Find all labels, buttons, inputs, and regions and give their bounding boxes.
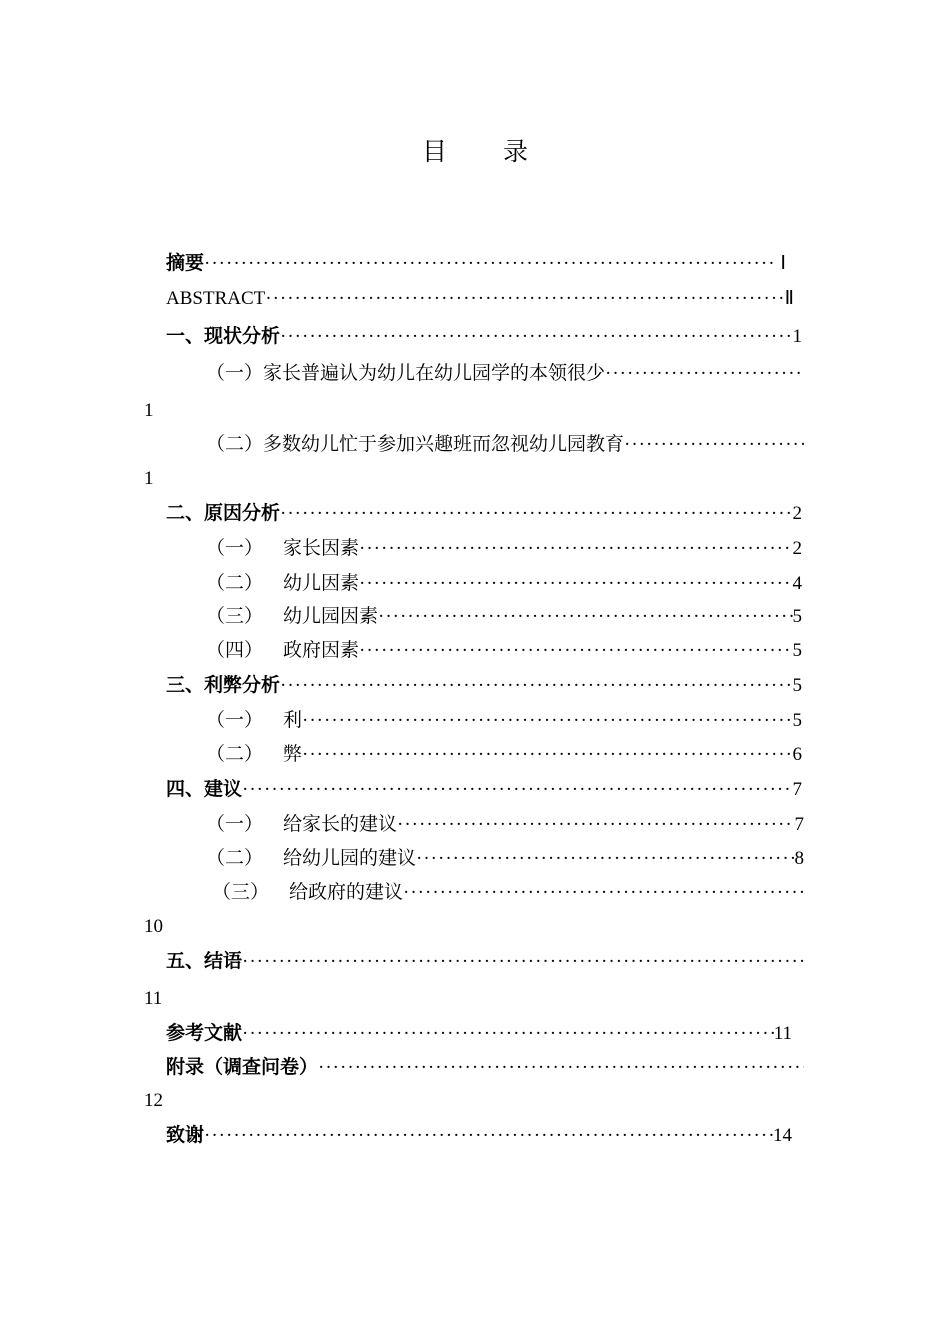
toc-entry-references[interactable] xyxy=(166,1018,792,1048)
toc-entry-section-2-4[interactable] xyxy=(206,635,802,665)
toc-label: （一）家长普遍认为幼儿在幼儿园学的本领很少 xyxy=(206,362,606,384)
toc-leader xyxy=(359,636,792,665)
toc-label: 幼儿因素 xyxy=(283,572,360,594)
toc-entry-section-2-1[interactable] xyxy=(206,533,802,563)
toc-number: （二） xyxy=(206,847,264,869)
toc-label: 三、利弊分析 xyxy=(166,674,281,696)
toc-page-number: 5 xyxy=(792,640,802,661)
toc-leader xyxy=(318,1053,804,1082)
toc-page-number[interactable]: 10 xyxy=(144,916,163,937)
toc-leader xyxy=(204,1121,773,1150)
toc-page-number[interactable]: 12 xyxy=(144,1090,163,1111)
toc-label: 五、结语 xyxy=(166,950,243,972)
toc-entry-section-4[interactable] xyxy=(166,774,802,804)
toc-page-number: 6 xyxy=(792,744,802,765)
toc-leader xyxy=(242,947,804,976)
toc-entry-section-3-2[interactable] xyxy=(206,739,802,769)
toc-number: （四） xyxy=(206,639,264,661)
toc-leader xyxy=(605,359,804,388)
toc-label: 二、原因分析 xyxy=(166,502,281,524)
toc-page-number: 14 xyxy=(773,1125,792,1146)
toc-leader xyxy=(359,534,792,563)
toc-page-number: Ⅰ xyxy=(780,253,786,274)
toc-number: （二） xyxy=(206,572,264,594)
toc-label: 幼儿园因素 xyxy=(283,605,379,627)
toc-entry-section-4-1[interactable] xyxy=(206,809,804,839)
toc-label: 给政府的建议 xyxy=(289,881,404,903)
toc-page-number: 7 xyxy=(794,814,804,835)
toc-page-number: 7 xyxy=(792,779,802,800)
toc-entry-acknowledgements[interactable] xyxy=(166,1120,792,1150)
toc-leader xyxy=(280,499,792,528)
toc-entry-section-2[interactable] xyxy=(166,498,802,528)
toc-entry-section-3[interactable] xyxy=(166,670,802,700)
toc-label: 政府因素 xyxy=(283,639,360,661)
toc-entry-section-3-1[interactable] xyxy=(206,705,802,735)
toc-leader xyxy=(265,284,784,314)
toc-page-number: 8 xyxy=(794,848,804,869)
toc-entry-abstract-cn[interactable] xyxy=(166,248,786,278)
toc-entry-section-4-2[interactable] xyxy=(206,843,804,873)
toc-number: （一） xyxy=(206,537,264,559)
toc-page-number: 2 xyxy=(792,503,802,524)
page-title: 目 录 xyxy=(422,137,552,166)
toc-page-number[interactable]: 1 xyxy=(144,468,154,489)
toc-label: 给家长的建议 xyxy=(283,813,398,835)
toc-page-number: Ⅱ xyxy=(784,288,794,309)
toc-label: 利 xyxy=(283,709,303,731)
toc-label: 四、建议 xyxy=(166,778,243,800)
toc-page-number: 4 xyxy=(792,573,802,594)
toc-leader xyxy=(403,878,804,907)
toc-leader xyxy=(359,569,792,598)
toc-page-number: 5 xyxy=(792,675,802,696)
toc-number: （二） xyxy=(206,743,264,765)
toc-label: 参考文献 xyxy=(166,1022,243,1044)
toc-label: 致谢 xyxy=(166,1124,205,1146)
toc-label: 家长因素 xyxy=(283,537,360,559)
toc-label: ABSTRACT xyxy=(166,288,266,309)
toc-entry-abstract-en[interactable] xyxy=(166,284,794,314)
toc-number: （一） xyxy=(206,813,264,835)
toc-page-number: 2 xyxy=(792,538,802,559)
toc-label: 附录（调查问卷） xyxy=(166,1056,319,1078)
toc-leader xyxy=(397,810,794,839)
toc-page-number: 5 xyxy=(792,606,802,627)
toc-page-number[interactable]: 11 xyxy=(144,988,163,1009)
toc-entry-section-2-3[interactable] xyxy=(206,601,802,631)
toc-entry-appendix[interactable] xyxy=(166,1052,804,1082)
toc-entry-section-2-2[interactable] xyxy=(206,568,802,598)
toc-leader xyxy=(378,602,792,631)
toc-leader xyxy=(204,249,774,278)
toc-leader xyxy=(302,706,792,735)
toc-leader xyxy=(280,671,792,700)
toc-leader xyxy=(242,775,792,804)
toc-leader xyxy=(280,322,792,351)
toc-entry-section-1[interactable] xyxy=(166,321,802,351)
toc-label: 一、现状分析 xyxy=(166,325,281,347)
toc-page-number: 5 xyxy=(792,710,802,731)
toc-label: 给幼儿园的建议 xyxy=(283,847,417,869)
toc-leader xyxy=(624,430,804,459)
toc-leader xyxy=(416,844,794,873)
toc-number: （一） xyxy=(206,709,264,731)
toc-entry-section-1-2[interactable] xyxy=(206,429,804,459)
toc-label: 摘要 xyxy=(166,252,205,274)
toc-leader xyxy=(242,1019,774,1048)
toc-label: 弊 xyxy=(283,743,303,765)
toc-number: （三） xyxy=(212,881,270,903)
toc-number: （三） xyxy=(206,605,264,627)
toc-label: （二）多数幼儿忙于参加兴趣班而忽视幼儿园教育 xyxy=(206,433,625,455)
toc-entry-section-4-3[interactable] xyxy=(212,877,804,907)
toc-page-number[interactable]: 1 xyxy=(144,400,154,421)
toc-page-number: 11 xyxy=(773,1023,792,1044)
toc-entry-section-1-1[interactable] xyxy=(206,358,804,388)
toc-leader xyxy=(302,740,792,769)
toc-page-number: 1 xyxy=(792,326,802,347)
toc-entry-section-5[interactable] xyxy=(166,946,804,976)
